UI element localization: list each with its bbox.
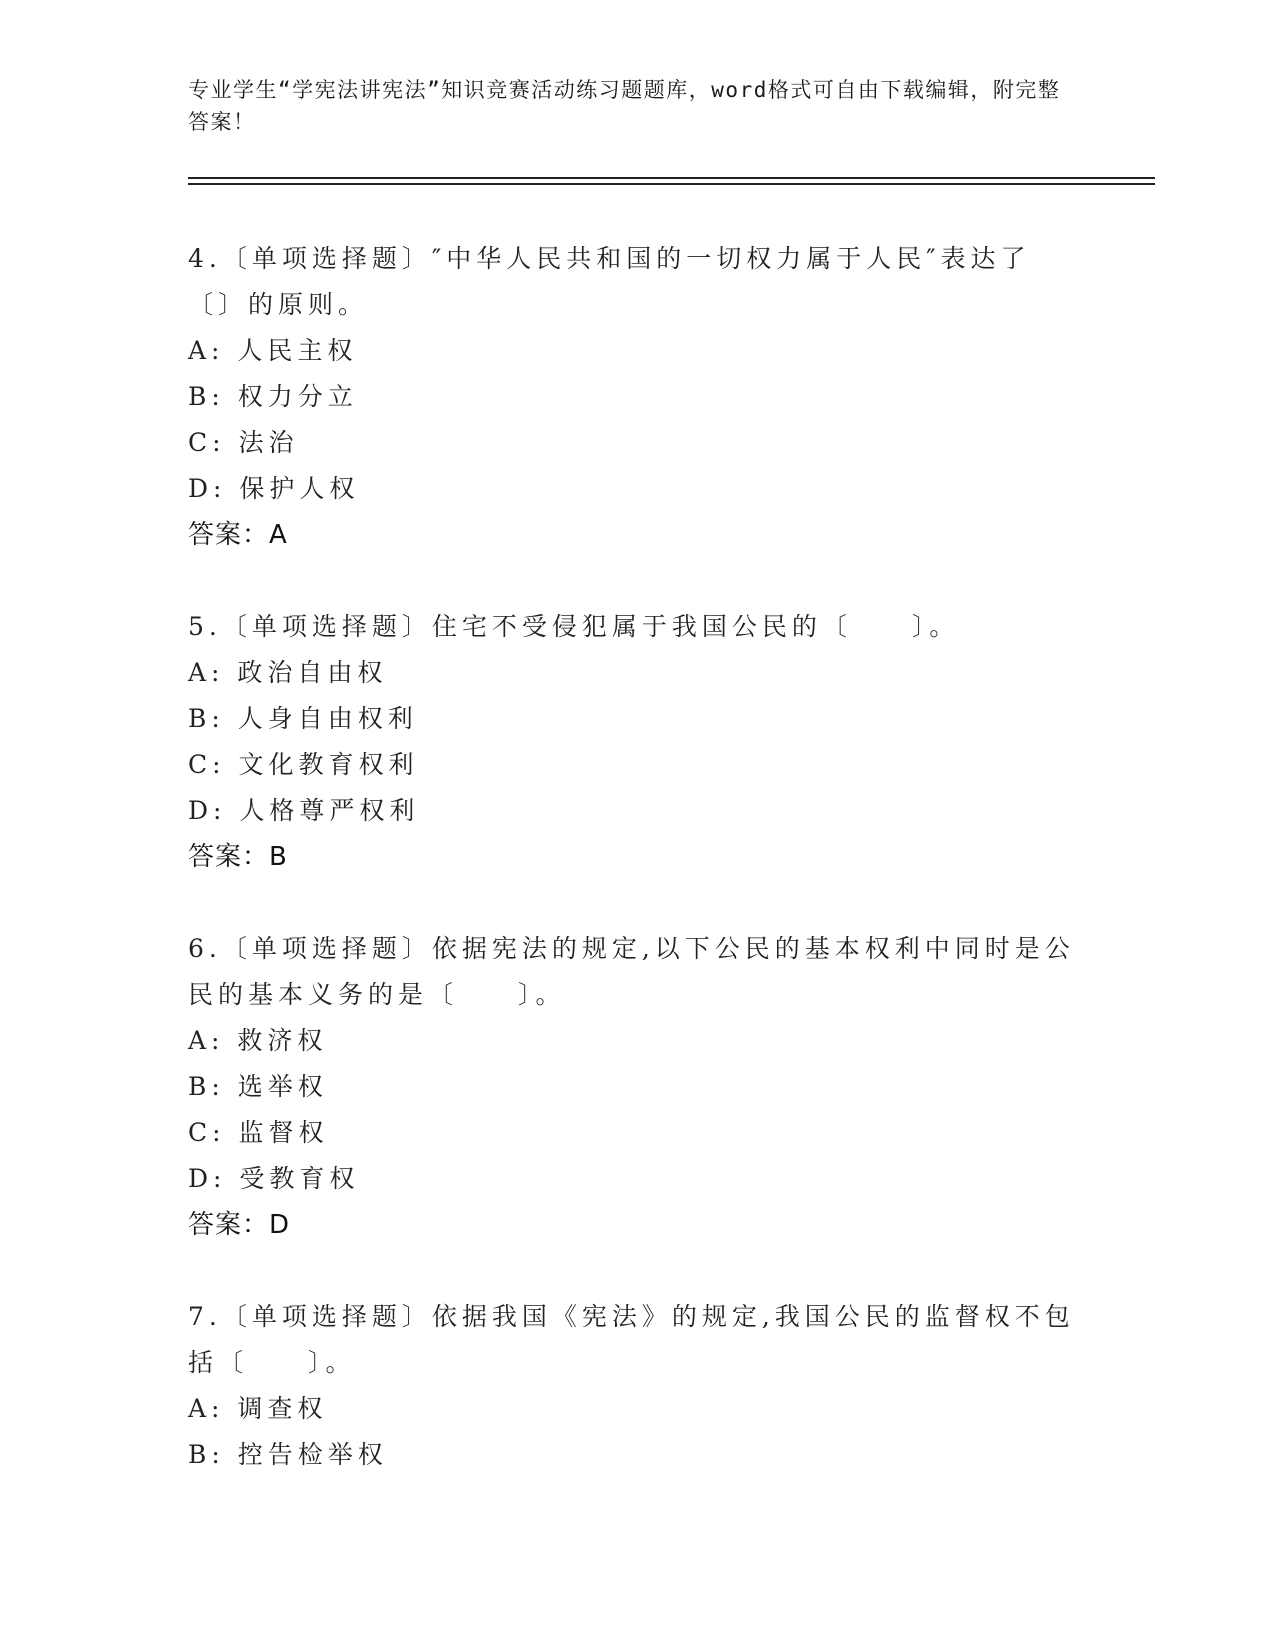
option-b: B: 选举权 xyxy=(188,1072,328,1101)
option-b: B: 控告检举权 xyxy=(188,1440,388,1469)
option-b: B: 人身自由权利 xyxy=(188,704,418,733)
document-header: 专业学生“学宪法讲宪法”知识竞赛活动练习题题库，word格式可自由下载编辑，附完整答案！ xyxy=(188,78,1061,134)
option-a: A: 政治自由权 xyxy=(188,658,388,687)
question-stem: 7.〔单项选择题〕依据我国《宪法》的规定,我国公民的监督权不包括〔 〕。 xyxy=(188,1302,1075,1377)
option-d: D: 受教育权 xyxy=(188,1164,360,1193)
option-a: A: 救济权 xyxy=(188,1026,328,1055)
option-b: B: 权力分立 xyxy=(188,382,358,411)
question-5 xyxy=(188,604,1088,880)
option-c: C: 监督权 xyxy=(188,1118,329,1147)
option-d: D: 保护人权 xyxy=(188,474,360,503)
question-list xyxy=(188,236,1088,1524)
answer-line: 答案：A xyxy=(188,520,288,550)
question-stem: 6.〔单项选择题〕依据宪法的规定,以下公民的基本权利中同时是公民的基本义务的是〔 〕。 xyxy=(188,934,1075,1009)
header-divider-bottom xyxy=(188,183,1155,185)
option-d: D: 人格尊严权利 xyxy=(188,796,420,825)
option-a: A: 调查权 xyxy=(188,1394,328,1423)
question-6 xyxy=(188,926,1088,1248)
option-c: C: 法治 xyxy=(188,428,299,457)
question-4 xyxy=(188,236,1088,558)
answer-line: 答案：D xyxy=(188,1210,291,1240)
answer-line: 答案：B xyxy=(188,842,288,872)
question-stem: 4.〔单项选择题〕″中华人民共和国的一切权力属于人民″表达了〔〕的原则。 xyxy=(188,244,1031,319)
header-divider-top xyxy=(188,177,1155,179)
question-7 xyxy=(188,1294,1088,1478)
option-a: A: 人民主权 xyxy=(188,336,358,365)
question-stem: 5.〔单项选择题〕住宅不受侵犯属于我国公民的〔 〕。 xyxy=(188,612,960,641)
option-c: C: 文化教育权利 xyxy=(188,750,419,779)
